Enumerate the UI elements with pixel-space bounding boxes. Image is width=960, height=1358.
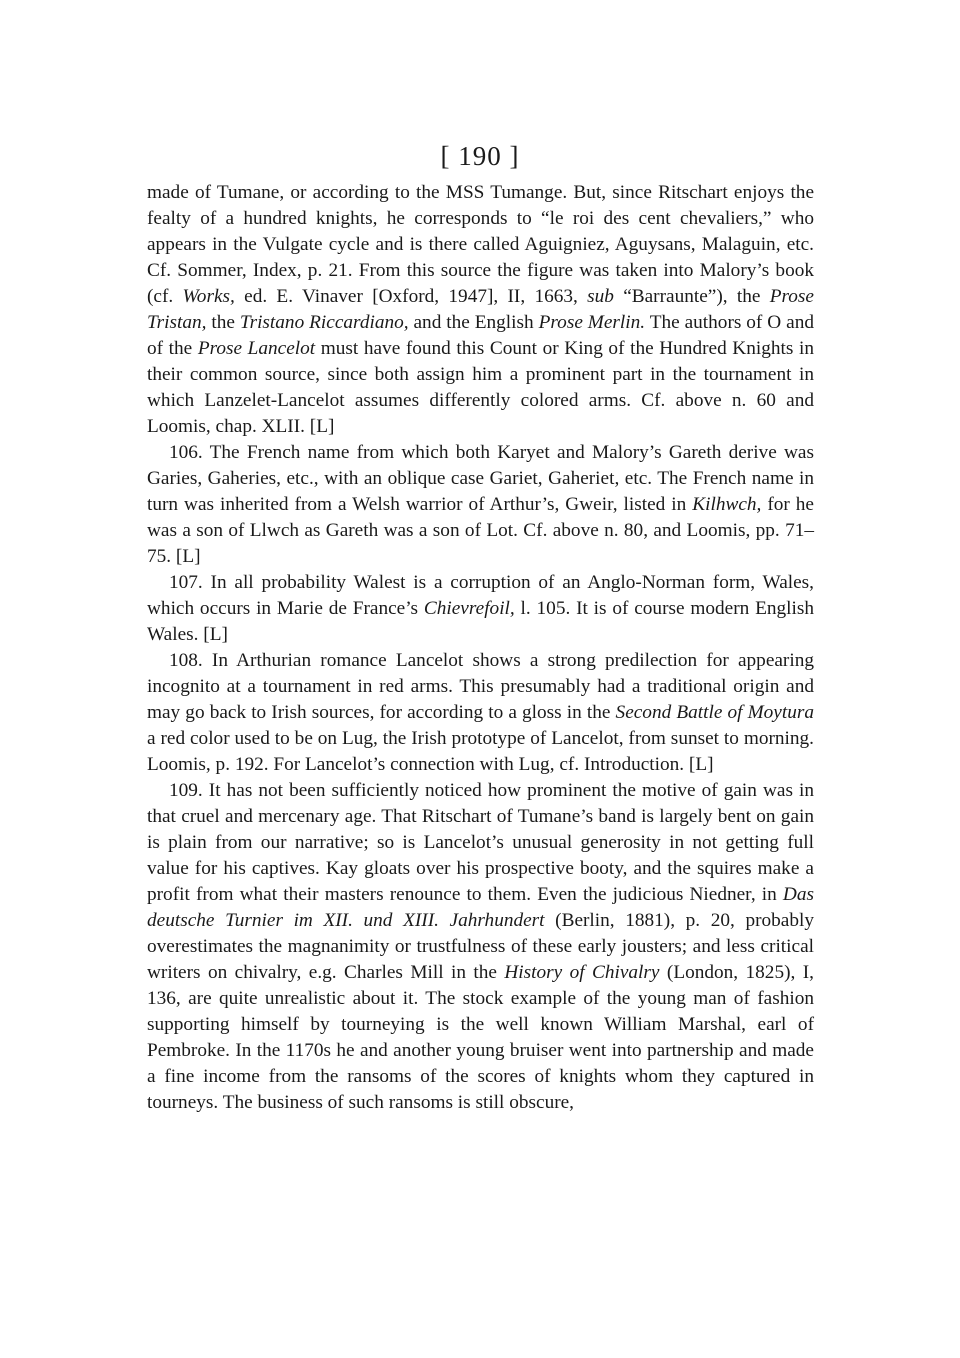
- notes-text-block: [147, 180, 814, 1116]
- note-107: 107. In all probability Walest is a corruption of an Anglo-Norman form, Wales, which occurs in Marie de France’s Chievrefoil, l. 105. It is of course modern English Wales. [L]: [147, 572, 814, 645]
- note-106: 106. The French name from which both Karyet and Malory’s Gareth derive was Garies, Gaheries, etc., with an oblique case Gariet, Gaheriet, etc. The French name in turn was inherited from a Welsh warrior of Arthur’s, Gweir, listed in Kilhwch, for he was a son of Llwch as Gareth was a son of Lot. Cf. above n. 80, and Loomis, pp. 71–75. [L]: [147, 442, 814, 567]
- paragraph-continued-note: made of Tumane, or according to the MSS Tumange. But, since Ritschart enjoys the fealty of a hundred knights, he corresponds to “le roi des cent chevaliers,” who appears in the Vulgate cycle and is there called Aguigniez, Aguysans, Malaguin, etc. Cf. Sommer, Index, p. 21. From this source the figure was taken into Malory’s book (cf. Works, ed. E. Vinaver [Oxford, 1947], II, 1663, sub “Barraunte”), the Prose Tristan, the Tristano Riccardiano, and the English Prose Merlin. The authors of O and of the Prose Lancelot must have found this Count or King of the Hundred Knights in their common source, since both assign him a prominent part in the tournament in which Lanzelet-Lancelot assumes differently colored arms. Cf. above n. 60 and Loomis, chap. XLII. [L]: [147, 182, 814, 437]
- note-108: 108. In Arthurian romance Lancelot shows a strong predilection for appearing incognito at a tournament in red arms. This presumably had a traditional origin and may go back to Irish sources, for according to a gloss in the Second Battle of Moytura a red color used to be on Lug, the Irish prototype of Lancelot, from sunset to morning. Loomis, p. 192. For Lancelot’s connection with Lug, cf. Introduction. [L]: [147, 650, 814, 775]
- note-109: 109. It has not been sufficiently noticed how prominent the motive of gain was in that cruel and mercenary age. That Ritschart of Tumane’s band is largely bent on gain is plain from our narrative; so is Lancelot’s unusual generosity in not getting full value for his captives. Kay gloats over his prospective booty, and the squires make a profit from what their masters renounce to them. Even the judicious Niedner, in Das deutsche Turnier im XII. und XIII. Jahrhundert (Berlin, 1881), p. 20, probably overestimates the magnanimity or trustfulness of these early jousters; and less critical writers on chivalry, e.g. Charles Mill in the History of Chivalry (London, 1825), I, 136, are quite unrealistic about it. The stock example of the young man of fashion supporting himself by tourneying is the well known William Marshal, earl of Pembroke. In the 1170s he and another young bruiser went into partnership and made a fine income from the ransoms of the scores of knights whom they captured in tourneys. The business of such ransoms is still obscure,: [147, 780, 815, 1113]
- page-number: [ 190 ]: [440, 141, 520, 171]
